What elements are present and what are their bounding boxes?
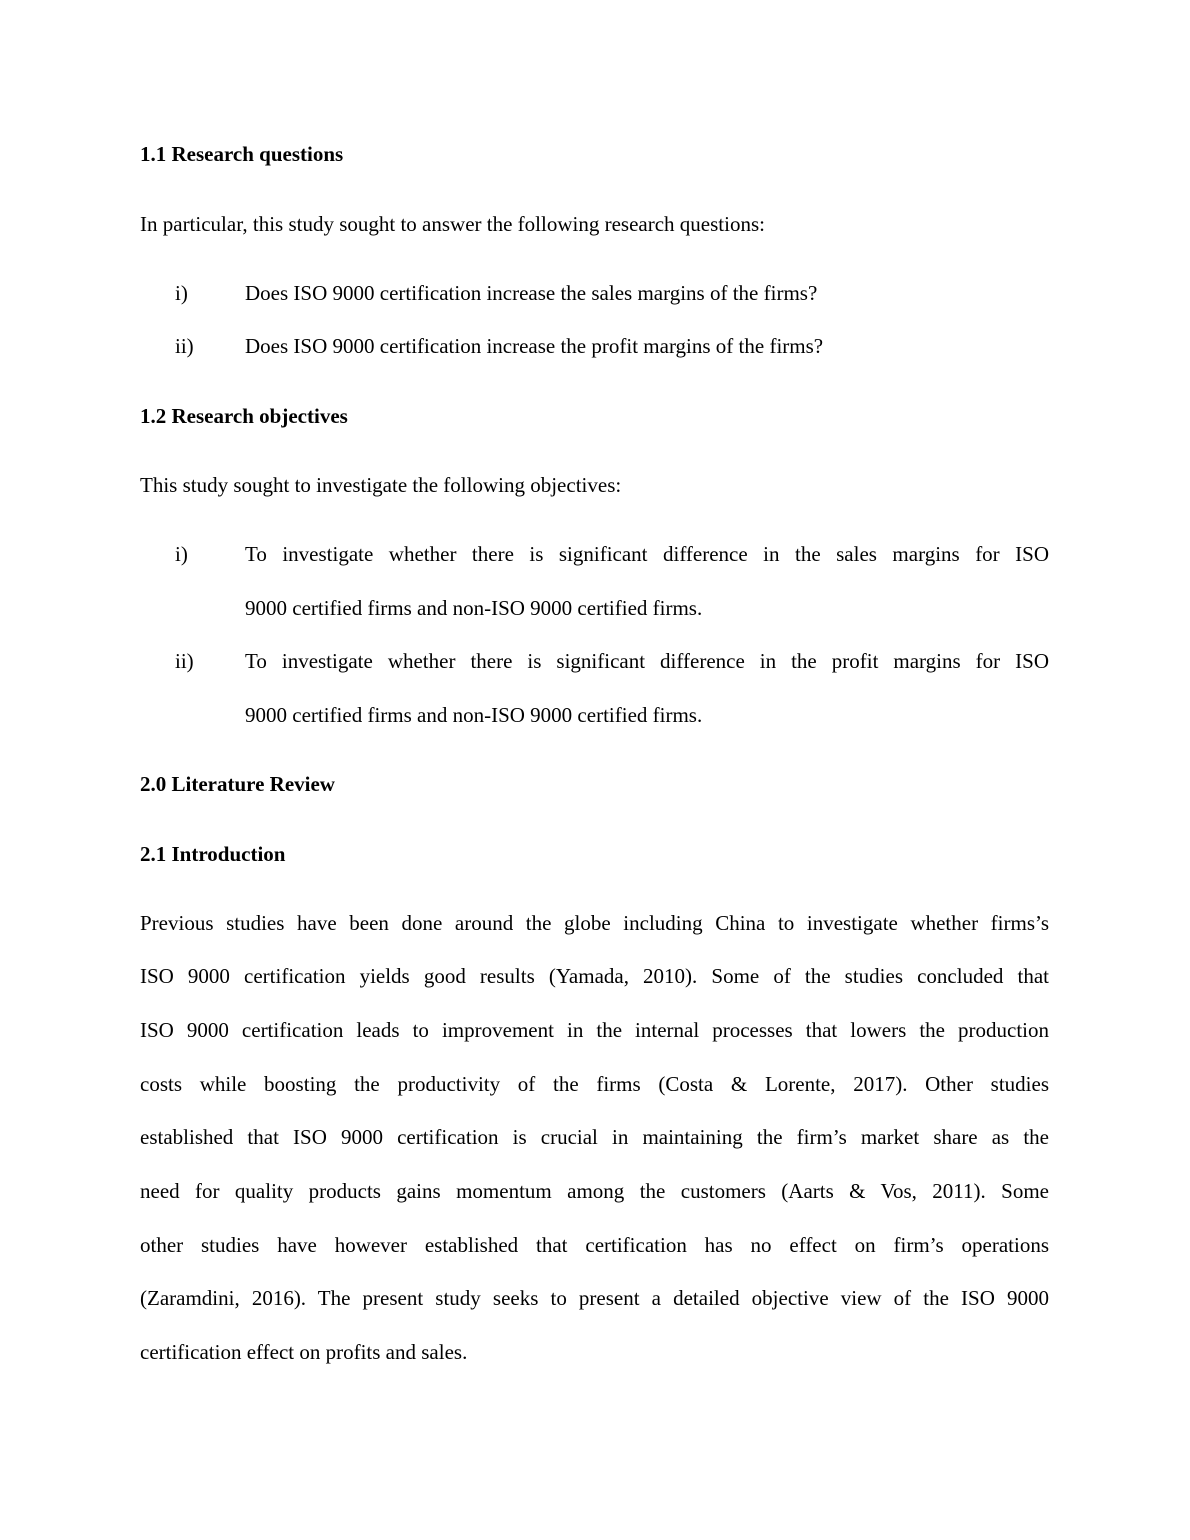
paragraph-line: need for quality products gains momentum among the customers (Aarts & Vos, 2011). Some [140,1179,1049,1203]
list-item-text: Does ISO 9000 certification increase the profit margins of the firms? [245,334,824,358]
paragraph-line: ISO 9000 certification yields good results (Yamada, 2010). Some of the studies concluded that [140,964,1049,988]
list-item-number: ii) [175,649,194,673]
paragraph-line: Previous studies have been done around the globe including China to investigate whether firms’s [140,911,1049,935]
section-heading-literature-review: 2.0 Literature Review [140,772,335,796]
list-item-text: Does ISO 9000 certification increase the sales margins of the firms? [245,281,818,305]
section-heading-research-questions: 1.1 Research questions [140,142,344,166]
list-item-text-line: To investigate whether there is significant difference in the sales margins for ISO [245,542,1049,566]
list-item-text-line: 9000 certified firms and non-ISO 9000 certified firms. [245,596,703,620]
list-item-text-line: To investigate whether there is significant difference in the profit margins for ISO [245,649,1049,673]
paragraph-line: (Zaramdini, 2016). The present study seeks to present a detailed objective view of the ISO 9000 [140,1286,1049,1310]
paragraph-line: certification effect on profits and sales. [140,1340,468,1364]
research-questions-intro: In particular, this study sought to answer the following research questions: [140,212,765,236]
paragraph-line: costs while boosting the productivity of the firms (Costa & Lorente, 2017). Other studies [140,1072,1049,1096]
list-item-number: i) [175,542,188,566]
list-item-text-line: 9000 certified firms and non-ISO 9000 certified firms. [245,703,703,727]
section-heading-research-objectives: 1.2 Research objectives [140,404,348,428]
paragraph-line: ISO 9000 certification leads to improvement in the internal processes that lowers the production [140,1018,1049,1042]
section-heading-introduction: 2.1 Introduction [140,842,286,866]
research-objectives-intro: This study sought to investigate the following objectives: [140,473,622,497]
paragraph-line: other studies have however established that certification has no effect on firm’s operations [140,1233,1049,1257]
list-item-number: i) [175,281,188,305]
paragraph-line: established that ISO 9000 certification is crucial in maintaining the firm’s market share as the [140,1125,1049,1149]
list-item-number: ii) [175,334,194,358]
